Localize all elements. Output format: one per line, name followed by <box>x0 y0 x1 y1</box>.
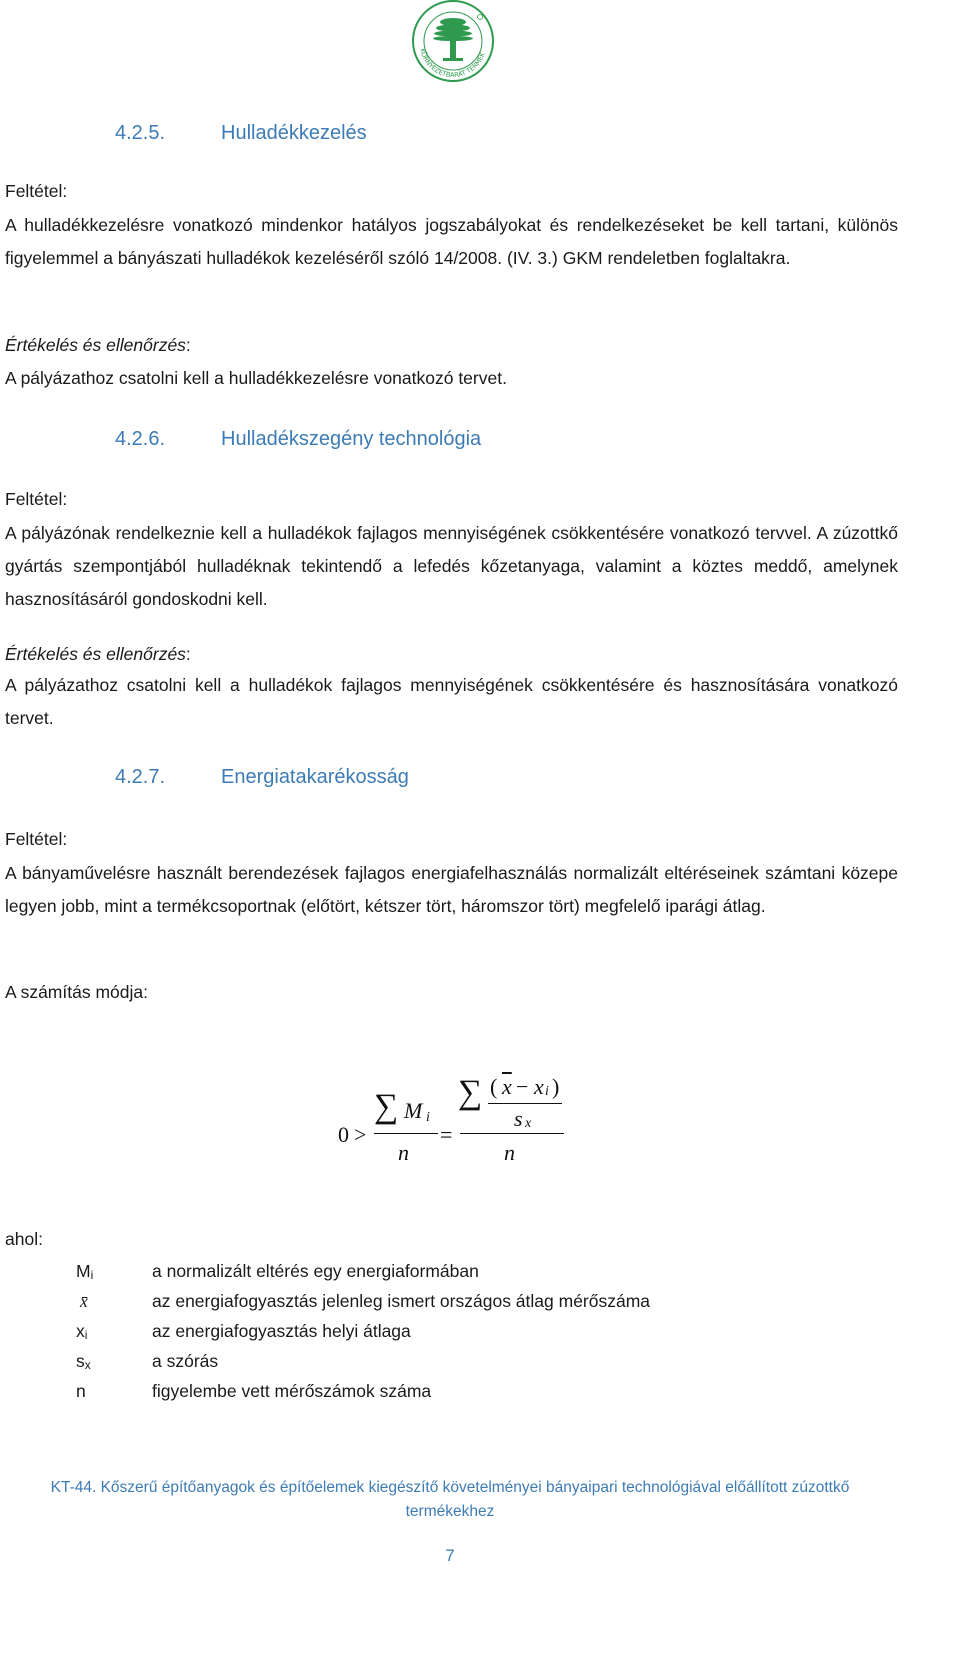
formula-lparen: ( <box>490 1074 498 1099</box>
section-number: 4.2.7. <box>115 766 166 788</box>
formula-sum-right: ∑ <box>458 1074 483 1111</box>
evaluation-label: Értékelés és ellenőrzés: <box>5 335 191 355</box>
formula-s: s <box>514 1106 523 1131</box>
evaluation-text: A pályázathoz csatolni kell a hulladékkezelésre vonatkozó tervet. <box>5 368 507 388</box>
condition-text: A bányaművelésre használt berendezések fajlagos energiafelhasználás normalizált eltéréseinek számtani közepe legyen jobb, mint a termékcsoportnak (előtört, kétszer tört, háromszor tört) megfelelő iparági átlag. <box>5 863 898 916</box>
formula-zero: 0 <box>338 1122 349 1147</box>
logo-text: KÖRNYEZETBARÁT TERMÉK <box>418 47 487 80</box>
definition-text: az energiafogyasztás helyi átlaga <box>152 1321 411 1341</box>
fraction-bar-right <box>460 1133 564 1134</box>
section-heading-4-2-5 <box>115 117 367 150</box>
definition-symbol: s <box>76 1351 85 1371</box>
evaluation-text: A pályázathoz csatolni kell a hulladékok fajlagos mennyiségének csökkentésére és hasznosítására vonatkozó tervet. <box>5 675 898 728</box>
formula-n-right: n <box>504 1140 515 1165</box>
definition-symbol: x̄ <box>80 1291 88 1311</box>
definition-symbol: x <box>76 1321 85 1341</box>
section-title: Hulladékszegény technológia <box>221 428 482 450</box>
definition-text: a szórás <box>152 1351 219 1371</box>
footer <box>0 1476 900 1524</box>
eco-label-logo <box>410 0 496 86</box>
formula-xi: x <box>534 1074 544 1099</box>
condition-label: Feltétel: <box>5 181 68 201</box>
formula-xi-subscript: i <box>545 1084 549 1099</box>
calculation-label: A számítás módja: <box>5 982 148 1002</box>
definition-row <box>0 1376 900 1406</box>
formula-sum-left: ∑ <box>374 1088 399 1125</box>
formula-n-left: n <box>398 1140 409 1165</box>
formula-equals: = <box>440 1122 453 1147</box>
definition-row <box>0 1286 900 1316</box>
definition-text: az energiafogyasztás jelenleg ismert országos átlag mérőszáma <box>152 1291 651 1311</box>
definition-text: figyelembe vett mérőszámok száma <box>152 1381 432 1401</box>
section-heading-4-2-7 <box>115 761 409 794</box>
page-number: 7 <box>445 1546 455 1565</box>
section-title: Hulladékkezelés <box>221 122 367 144</box>
definition-symbol: n <box>76 1381 86 1401</box>
where-label: ahol: <box>5 1229 43 1249</box>
footer-line-1: KT-44. Kőszerű építőanyagok és építőelemek kiegészítő követelményei bányaipari technológiával előállított zúzottkő <box>50 1479 850 1496</box>
section-title: Energiatakarékosság <box>221 766 409 788</box>
footer-line-2: termékekhez <box>405 1503 495 1520</box>
condition-label: Feltétel: <box>5 489 68 509</box>
condition-text: A pályázónak rendelkeznie kell a hulladékok fajlagos mennyiségének csökkentésére vonatkozó tervvel. A zúzottkő gyártás szempontjából hulladéknak tekintendő a lefedés kőzetanyaga, valamint a köztes meddő, amelynek hasznosításáról gondoskodni kell. <box>5 523 898 609</box>
condition-label: Feltétel: <box>5 829 68 849</box>
section-heading-4-2-6 <box>115 423 481 456</box>
formula-rparen: ) <box>552 1074 560 1099</box>
definition-text: a normalizált eltérés egy energiaformában <box>152 1261 479 1281</box>
evaluation-label: Értékelés és ellenőrzés: <box>5 644 191 664</box>
definition-symbol: M <box>76 1261 91 1281</box>
formula-s-subscript: x <box>525 1116 532 1131</box>
definition-row: $x_i$ az energiafogyasztás helyi átlaga <box>0 1316 900 1346</box>
definition-row: $M_i$ a normalizált eltérés egy energiaformában <box>0 1256 900 1286</box>
formula-greater-than: > <box>354 1122 367 1147</box>
condition-text: A hulladékkezelésre vonatkozó mindenkor hatályos jogszabályokat és rendelkezéseket be kell tartani, különös figyelemmel a bányászati hulladékok kezeléséről szóló 14/2008. (IV. 3.) GKM rendeletben foglaltakra. <box>5 215 898 268</box>
formula-M: M <box>404 1098 423 1123</box>
definition-row: $s_x$ a szórás <box>0 1346 900 1376</box>
section-number: 4.2.5. <box>115 122 166 144</box>
formula-minus: − <box>516 1074 529 1099</box>
energy-formula <box>330 1060 590 1170</box>
tree-logo-icon <box>410 0 496 86</box>
formula-xbar: $\overline{x}$ <box>502 1074 512 1099</box>
formula-M-subscript: i <box>426 1110 430 1125</box>
fraction-bar-inner <box>488 1103 562 1104</box>
fraction-bar-left <box>374 1133 438 1134</box>
section-number: 4.2.6. <box>115 428 166 450</box>
